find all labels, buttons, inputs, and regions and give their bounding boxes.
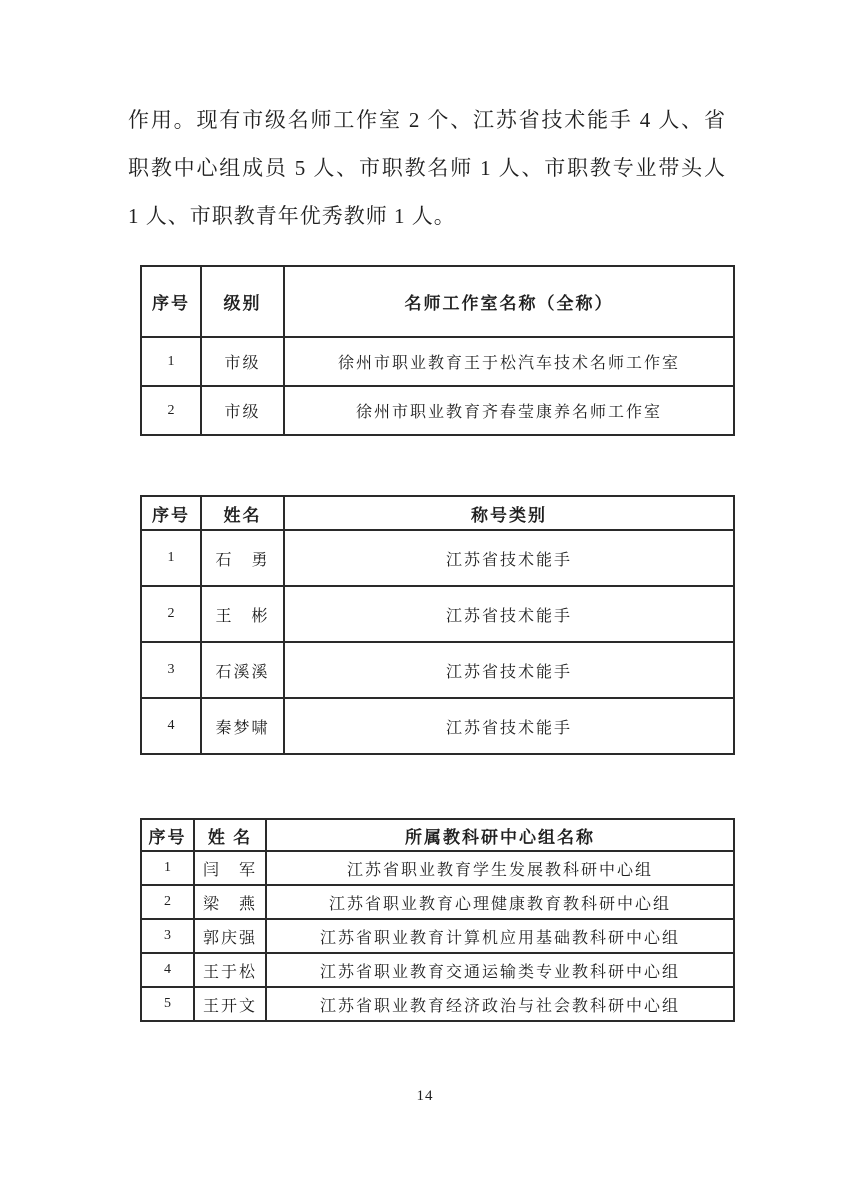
name-cell: 郭庆强 xyxy=(194,919,266,953)
column-header-serial: 序号 xyxy=(141,819,194,851)
name-cell: 王开文 xyxy=(194,987,266,1021)
serial-cell: 1 xyxy=(141,851,194,885)
serial-cell: 1 xyxy=(141,530,201,586)
table-row xyxy=(141,530,734,586)
column-header-serial: 序号 xyxy=(141,496,201,530)
name-cell: 闫 军 xyxy=(194,851,266,885)
research-group-table xyxy=(140,818,735,1022)
serial-cell: 1 xyxy=(141,337,201,386)
table-row xyxy=(141,586,734,642)
column-header-workshop-name: 名师工作室名称（全称） xyxy=(284,266,734,337)
workshop-name-cell: 徐州市职业教育齐春莹康养名师工作室 xyxy=(284,386,734,435)
group-name-cell: 江苏省职业教育计算机应用基础教科研中心组 xyxy=(266,919,734,953)
column-header-name: 姓 名 xyxy=(194,819,266,851)
column-header-level: 级别 xyxy=(201,266,284,337)
table-row xyxy=(141,386,734,435)
honor-title-table xyxy=(140,495,735,755)
name-cell: 王于松 xyxy=(194,953,266,987)
serial-cell: 3 xyxy=(141,642,201,698)
table-row xyxy=(141,885,734,919)
table-header-row xyxy=(141,496,734,530)
column-header-group-name: 所属教科研中心组名称 xyxy=(266,819,734,851)
table-row xyxy=(141,919,734,953)
table-header-row xyxy=(141,266,734,337)
name-cell: 石 勇 xyxy=(201,530,284,586)
group-name-cell: 江苏省职业教育心理健康教育教科研中心组 xyxy=(266,885,734,919)
paragraph-line: 作用。现有市级名师工作室 2 个、江苏省技术能手 4 人、省 xyxy=(128,108,726,132)
table-row xyxy=(141,698,734,754)
column-header-title-type: 称号类别 xyxy=(284,496,734,530)
serial-cell: 3 xyxy=(141,919,194,953)
workshop-table xyxy=(140,265,735,436)
level-cell: 市级 xyxy=(201,337,284,386)
name-cell: 石溪溪 xyxy=(201,642,284,698)
serial-cell: 2 xyxy=(141,386,201,435)
paragraph-line: 职教中心组成员 5 人、市职教名师 1 人、市职教专业带头人 xyxy=(128,156,726,180)
workshop-name-cell: 徐州市职业教育王于松汽车技术名师工作室 xyxy=(284,337,734,386)
table-header-row xyxy=(141,819,734,851)
serial-cell: 2 xyxy=(141,885,194,919)
name-cell: 王 彬 xyxy=(201,586,284,642)
level-cell: 市级 xyxy=(201,386,284,435)
table-row xyxy=(141,987,734,1021)
title-type-cell: 江苏省技术能手 xyxy=(284,698,734,754)
name-cell: 梁 燕 xyxy=(194,885,266,919)
column-header-serial: 序号 xyxy=(141,266,201,337)
table-row xyxy=(141,851,734,885)
title-type-cell: 江苏省技术能手 xyxy=(284,586,734,642)
group-name-cell: 江苏省职业教育经济政治与社会教科研中心组 xyxy=(266,987,734,1021)
serial-cell: 2 xyxy=(141,586,201,642)
table-row xyxy=(141,642,734,698)
title-type-cell: 江苏省技术能手 xyxy=(284,530,734,586)
name-cell: 秦梦啸 xyxy=(201,698,284,754)
group-name-cell: 江苏省职业教育交通运输类专业教科研中心组 xyxy=(266,953,734,987)
title-type-cell: 江苏省技术能手 xyxy=(284,642,734,698)
table-row xyxy=(141,953,734,987)
group-name-cell: 江苏省职业教育学生发展教科研中心组 xyxy=(266,851,734,885)
table-row xyxy=(141,337,734,386)
column-header-name: 姓名 xyxy=(201,496,284,530)
serial-cell: 5 xyxy=(141,987,194,1021)
page-number: 14 xyxy=(416,1088,434,1104)
paragraph-line: 1 人、市职教青年优秀教师 1 人。 xyxy=(128,204,456,228)
intro-paragraph xyxy=(128,96,726,240)
serial-cell: 4 xyxy=(141,698,201,754)
serial-cell: 4 xyxy=(141,953,194,987)
